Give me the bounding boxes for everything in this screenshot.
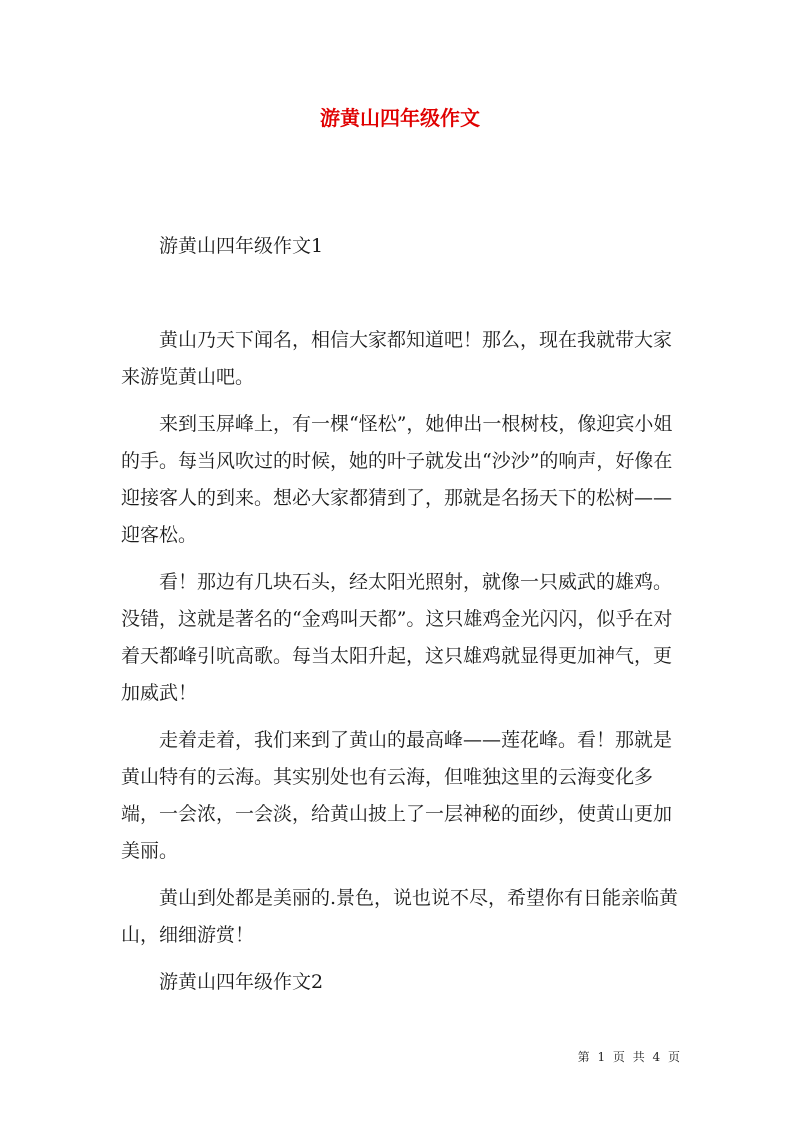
- paragraph: 黄山到处都是美丽的.景色，说也说不尽，希望你有日能亲临黄山，细细游赏！: [121, 887, 679, 946]
- paragraph: 黄山乃天下闻名，相信大家都知道吧！那么，现在我就带大家来游览黄山吧。: [121, 329, 673, 388]
- section-heading-2: 游黄山四年级作文2: [159, 971, 324, 993]
- page-number: 第 1 页 共 4 页: [577, 1050, 682, 1064]
- section-heading-1: 游黄山四年级作文1: [159, 235, 324, 257]
- page-title: 游黄山四年级作文: [320, 106, 480, 130]
- paragraph: 走着走着，我们来到了黄山的最高峰——莲花峰。看！那就是黄山特有的云海。其实别处也有云海，但唯独这里的云海变化多端，一会浓，一会淡，给黄山披上了一层神秘的面纱，使黄山更加美丽。: [121, 729, 673, 862]
- document-body: [121, 228, 681, 1001]
- paragraph: 来到玉屏峰上，有一棵“怪松”，她伸出一根树枝，像迎宾小姐的手。每当风吹过的时候，她的叶子就发出“沙沙”的响声，好像在迎接客人的到来。想必大家都猜到了，那就是名扬天下的松树——迎客松。: [121, 413, 673, 546]
- paragraph: 看！那边有几块石头，经太阳光照射，就像一只威武的雄鸡。没错，这就是著名的“金鸡叫天都”。这只雄鸡金光闪闪，似乎在对着天都峰引吭高歌。每当太阳升起，这只雄鸡就显得更加神气，更加威武！: [121, 571, 673, 704]
